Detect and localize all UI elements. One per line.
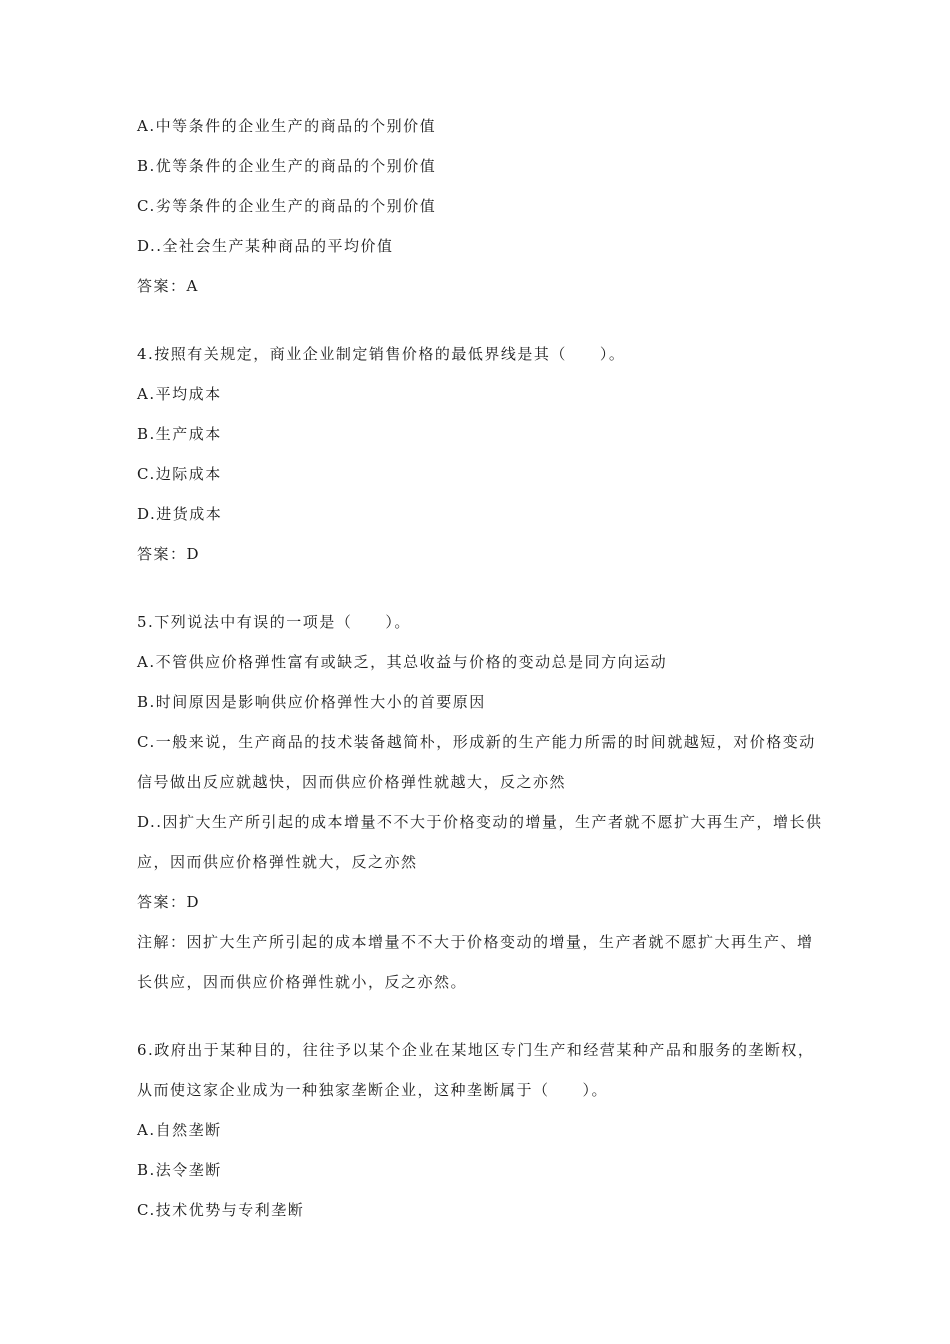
q6-question-line-1: 6.政府出于某种目的，往往予以某个企业在某地区专门生产和经营某种产品和服务的垄断权， xyxy=(137,1041,815,1059)
q6-option-b: B.法令垄断 xyxy=(137,1161,222,1179)
q4-option-b: B.生产成本 xyxy=(137,425,222,443)
q4-option-a: A.平均成本 xyxy=(137,385,222,403)
q4-option-d: D.进货成本 xyxy=(137,505,223,523)
q5-note-line-2: 长供应，因而供应价格弹性就小，反之亦然。 xyxy=(137,973,468,991)
q6-question-line-2: 从而使这家企业成为一种独家垄断企业，这种垄断属于（ ）。 xyxy=(137,1081,609,1099)
q5-option-d-line-2: 应，因而供应价格弹性就大，反之亦然 xyxy=(137,853,418,871)
q5-option-c-line-1: C.一般来说，生产商品的技术装备越简朴，形成新的生产能力所需的时间就越短，对价格变动 xyxy=(137,733,816,751)
q6-option-c: C.技术优势与专利垄断 xyxy=(137,1201,305,1219)
q5-option-d-line-1: D..因扩大生产所引起的成本增量不不大于价格变动的增量，生产者就不愿扩大再生产，增长供 xyxy=(137,813,823,831)
q4-question: 4.按照有关规定，商业企业制定销售价格的最低界线是其（ ）。 xyxy=(137,345,626,363)
q3-option-c: C.劣等条件的企业生产的商品的个别价值 xyxy=(137,197,437,215)
q3-option-b: B.优等条件的企业生产的商品的个别价值 xyxy=(137,157,437,175)
q4-answer: 答案：D xyxy=(137,545,201,563)
q3-option-d: D..全社会生产某种商品的平均价值 xyxy=(137,237,394,255)
q3-option-a: A.中等条件的企业生产的商品的个别价值 xyxy=(137,117,437,135)
q4-option-c: C.边际成本 xyxy=(137,465,222,483)
q5-option-a: A.不管供应价格弹性富有或缺乏，其总收益与价格的变动总是同方向运动 xyxy=(137,653,668,671)
q5-question: 5.下列说法中有误的一项是（ ）。 xyxy=(137,613,411,631)
q3-answer: 答案：A xyxy=(137,277,199,295)
q6-option-a: A.自然垄断 xyxy=(137,1121,222,1139)
q5-answer: 答案：D xyxy=(137,893,201,911)
q5-note-line-1: 注解：因扩大生产所引起的成本增量不不大于价格变动的增量，生产者就不愿扩大再生产、增 xyxy=(137,933,814,951)
q5-option-c-line-2: 信号做出反应就越快，因而供应价格弹性就越大，反之亦然 xyxy=(137,773,567,791)
q5-option-b: B.时间原因是影响供应价格弹性大小的首要原因 xyxy=(137,693,486,711)
